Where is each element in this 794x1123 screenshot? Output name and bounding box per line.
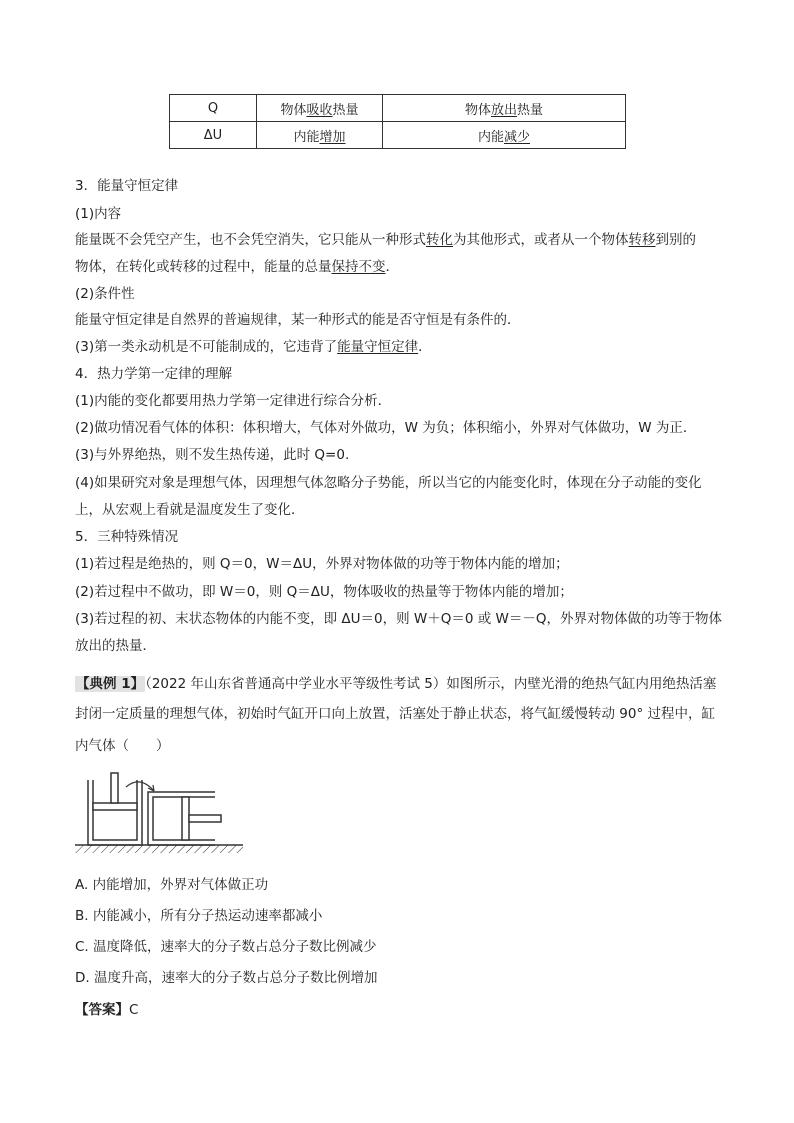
table-cell: Q: [170, 95, 257, 122]
option-c: C. 温度降低，速率大的分子数占总分子数比例减少: [75, 939, 377, 955]
heat-sign-table: [169, 94, 626, 149]
table-cell: 物体放出热量: [383, 95, 626, 122]
paragraph-line: 物体，在转化或转移的过程中，能量的总量保持不变．: [75, 259, 399, 275]
example-tag: 【典例 1】: [76, 676, 145, 692]
answer-tag: 【答案】: [75, 1002, 129, 1018]
option-d: D. 温度升高，速率大的分子数占总分子数比例增加: [75, 970, 378, 986]
section-heading: 4．热力学第一定律的理解: [75, 366, 233, 382]
ground-hatch: [75, 845, 243, 853]
paragraph-line: (1)若过程是绝热的，则 Q＝0，W＝ΔU，外界对物体做的功等于物体内能的增加；: [75, 556, 569, 572]
answer-value: C: [129, 1002, 139, 1018]
example-line: 【典例 1】（2022 年山东省普通高中学业水平等级性考试 5）如图所示，内壁光滑的绝热气缸内用绝热活塞: [76, 676, 717, 692]
option-a: A. 内能增加，外界对气体做正功: [75, 877, 269, 893]
answer-line: [75, 1001, 725, 1019]
paragraph-line: (2)若过程中不做功，即 W＝0，则 Q＝ΔU，物体吸收的热量等于物体内能的增加；: [75, 584, 573, 600]
paragraph-line: 能量守恒定律是自然界的普遍规律，某一种形式的能是否守恒是有条件的．: [75, 312, 521, 328]
rotation-arrow-icon: [126, 782, 154, 791]
table-row: [170, 122, 626, 149]
table-cell: 内能减少: [383, 122, 626, 149]
paragraph-line: 上，从宏观上看就是温度发生了变化．: [75, 502, 305, 518]
cylinder-rotation-figure: [70, 765, 250, 860]
paragraph-line: 能量既不会凭空产生，也不会凭空消失，它只能从一种形式转化为其他形式，或者从一个物体转移到别的: [75, 232, 696, 248]
paragraph-line: 放出的热量．: [75, 638, 156, 654]
paragraph-line: (1)内能的变化都要用热力学第一定律进行综合分析．: [75, 393, 392, 409]
table-cell: ΔU: [170, 122, 257, 149]
section-heading: 5．三种特殊情况: [75, 529, 179, 545]
table-cell: 物体吸收热量: [257, 95, 383, 122]
example-line: 内气体（ ）: [75, 738, 170, 754]
upright-cylinder: [88, 773, 142, 845]
paragraph-line: (3)若过程的初、末状态物体的内能不变，即 ΔU＝0，则 W＋Q＝0 或 W＝－Q，外界对物体做的功等于物体: [75, 611, 723, 627]
section-heading: 3．能量守恒定律: [75, 178, 179, 194]
example-line: 封闭一定质量的理想气体，初始时气缸开口向上放置，活塞处于静止状态，将气缸缓慢转动 90° 过程中，缸: [75, 706, 716, 722]
paragraph-line: (3)与外界绝热，则不发生热传递，此时 Q=0.: [75, 447, 350, 463]
table-cell: 内能增加: [257, 122, 383, 149]
paragraph-line: (2)做功情况看气体的体积：体积增大，气体对外做功，W 为负；体积缩小，外界对气体做功，W 为正．: [75, 420, 697, 436]
paragraph-line: (4)如果研究对象是理想气体，因理想气体忽略分子势能，所以当它的内能变化时，体现在分子动能的变化: [75, 475, 702, 491]
rotated-cylinder: [148, 792, 221, 845]
subheading: (1)内容: [75, 206, 122, 222]
subheading: (2)条件性: [75, 286, 135, 302]
paragraph-line: (3)第一类永动机是不可能制成的，它违背了能量守恒定律．: [75, 339, 432, 355]
table-row: [170, 95, 626, 122]
option-b: B. 内能减小，所有分子热运动速率都减小: [75, 908, 323, 924]
